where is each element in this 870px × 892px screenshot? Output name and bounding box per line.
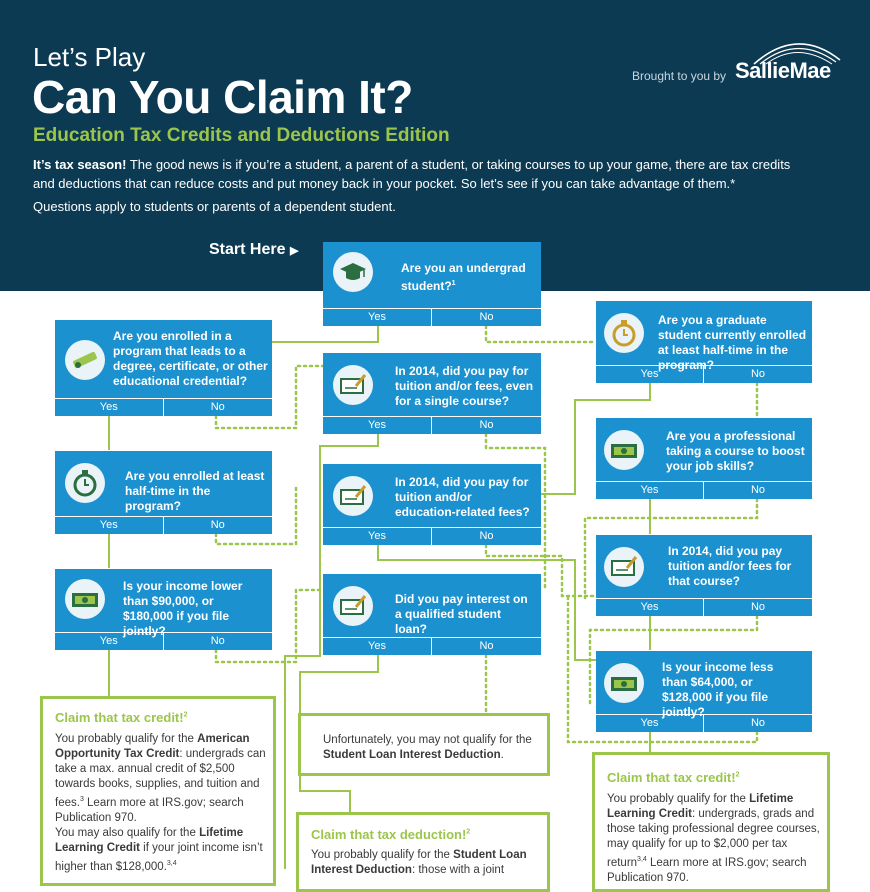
deduction-name: Student Loan Interest Deduction bbox=[311, 849, 527, 876]
yes-button[interactable]: Yes bbox=[55, 399, 164, 416]
answer-american-opportunity-credit bbox=[40, 696, 276, 886]
question-text: In 2014, did you pay for tuition and/or fees, even for a single course? bbox=[395, 364, 534, 408]
question-text: Is your income lower than $90,000, or $180,000 if you file jointly? bbox=[123, 579, 243, 638]
answer-heading: Claim that tax credit! bbox=[55, 710, 184, 725]
footnote-mark: 3,4 bbox=[637, 856, 647, 863]
check-icon bbox=[333, 586, 373, 626]
money-icon bbox=[604, 430, 644, 470]
footnote-mark: 2 bbox=[735, 771, 740, 779]
question-program bbox=[55, 320, 272, 416]
no-button[interactable]: No bbox=[750, 717, 766, 729]
diploma-icon bbox=[65, 340, 105, 380]
text-run: You probably qualify for the bbox=[55, 733, 198, 745]
question-text: In 2014, did you pay for tuition and/or education-related fees? bbox=[395, 475, 530, 519]
money-icon bbox=[65, 579, 105, 619]
credit-name: Lifetime Learning Credit bbox=[607, 793, 794, 820]
text-run: Unfortunately, you may not qualify for the bbox=[323, 734, 532, 746]
question-graduate bbox=[596, 301, 812, 383]
stopwatch-icon bbox=[65, 463, 105, 503]
question-text: Is your income less than $64,000, or $128,000 if you file jointly? bbox=[662, 660, 774, 719]
question-text: Are you enrolled in a program that leads to a degree, certificate, or other educational credential? bbox=[113, 329, 268, 388]
check-icon bbox=[333, 365, 373, 405]
text-run: : those with a joint bbox=[411, 864, 505, 876]
no-button[interactable]: No bbox=[210, 635, 225, 647]
text-run: if your joint income isn’t higher than $128,000. bbox=[55, 842, 263, 873]
yes-button[interactable]: Yes bbox=[323, 309, 432, 326]
graduation-cap-icon bbox=[333, 252, 373, 292]
yes-button[interactable]: Yes bbox=[323, 528, 432, 545]
answer-no-qualify bbox=[298, 713, 550, 776]
footnote-mark: 3,4 bbox=[166, 860, 177, 867]
text-run: . bbox=[500, 749, 504, 761]
question-2014-education bbox=[323, 464, 541, 545]
no-button[interactable]: No bbox=[479, 640, 494, 652]
page-title: Can You Claim It? bbox=[32, 71, 413, 123]
answer-heading: Claim that tax deduction! bbox=[311, 827, 467, 842]
answer-paragraph bbox=[55, 826, 269, 875]
question-text: In 2014, did you pay tuition and/or fees for that course? bbox=[668, 544, 792, 588]
footnote-mark: 2 bbox=[466, 828, 471, 836]
question-income-64k bbox=[596, 651, 812, 732]
credit-name: Lifetime Learning Credit bbox=[55, 827, 244, 854]
no-button[interactable]: No bbox=[479, 530, 494, 542]
answer-paragraph bbox=[311, 848, 541, 878]
yes-button[interactable]: Yes bbox=[596, 599, 704, 616]
title-small: Let’s Play bbox=[33, 42, 146, 72]
yes-button[interactable]: Yes bbox=[596, 482, 704, 499]
question-2014-course bbox=[596, 535, 812, 616]
question-2014-tuition bbox=[323, 353, 541, 434]
start-here-text: Start Here bbox=[209, 241, 286, 258]
yes-button[interactable]: Yes bbox=[55, 517, 164, 534]
yes-button[interactable]: Yes bbox=[596, 366, 704, 383]
no-button[interactable]: No bbox=[750, 484, 766, 496]
yes-button[interactable]: Yes bbox=[323, 638, 432, 655]
answer-paragraph bbox=[323, 733, 535, 763]
text-run: Learn more at IRS.gov; search Publication 970. bbox=[607, 856, 807, 884]
question-text: Did you pay interest on a qualified student loan? bbox=[395, 592, 528, 636]
question-student-loan-interest bbox=[323, 574, 541, 655]
salliemae-logo: SallieMae bbox=[735, 58, 831, 83]
question-text: Are you an undergrad student? bbox=[401, 261, 526, 293]
text-run: : undergrads, grads and those taking professional degree courses, may qualify for up to $2,000 per tax return bbox=[607, 808, 820, 869]
text-run: You may also qualify for the bbox=[55, 827, 200, 839]
yes-button[interactable]: Yes bbox=[55, 633, 164, 650]
no-button[interactable]: No bbox=[210, 519, 225, 531]
check-icon bbox=[604, 547, 644, 587]
text-run: : undergrads can take a max. annual credit of $2,500 towards books, supplies, and tuition and fees. bbox=[55, 748, 266, 809]
no-button[interactable]: No bbox=[479, 311, 494, 323]
footnote-mark: 2 bbox=[183, 711, 188, 719]
deduction-name: Student Loan Interest Deduction bbox=[323, 749, 501, 761]
question-text: Are you a professional taking a course to boost your job skills? bbox=[666, 429, 805, 473]
page-subtitle: Education Tax Credits and Deductions Edition bbox=[33, 125, 450, 146]
answer-student-loan-deduction bbox=[296, 812, 550, 892]
question-income-90k bbox=[55, 569, 272, 650]
text-run: You probably qualify for the bbox=[607, 793, 750, 805]
intro-bold: It’s tax season! bbox=[33, 157, 127, 172]
text-run: Learn more at IRS.gov; search Publication 970. bbox=[55, 796, 244, 824]
no-button[interactable]: No bbox=[750, 601, 766, 613]
footnote-mark: 3 bbox=[79, 796, 84, 803]
question-undergrad bbox=[323, 242, 541, 326]
yes-button[interactable]: Yes bbox=[323, 417, 432, 434]
intro-rest: The good news is if you’re a student, a parent of a student, or taking courses to up your game, there are tax credits and deductions that can reduce costs and put money back in your pocket. So let’s see if you can take advantage of them.* bbox=[33, 157, 791, 191]
play-arrow-icon: ▶ bbox=[289, 245, 299, 257]
no-button[interactable]: No bbox=[750, 368, 766, 380]
questions-note: Questions apply to students or parents of a dependent student. bbox=[33, 199, 396, 214]
text-run: You probably qualify for the bbox=[311, 849, 454, 861]
credit-name: American Opportunity Tax Credit bbox=[55, 733, 250, 760]
answer-paragraph bbox=[55, 732, 269, 826]
check-icon bbox=[333, 476, 373, 516]
answer-lifetime-learning-credit bbox=[592, 752, 830, 892]
answer-paragraph bbox=[607, 792, 823, 886]
question-text: Are you a graduate student currently enrolled at least half-time in the program? bbox=[658, 313, 807, 372]
answer-heading: Claim that tax credit! bbox=[607, 770, 736, 785]
question-halftime bbox=[55, 451, 272, 534]
money-icon bbox=[604, 663, 644, 703]
brought-by-text: Brought to you by bbox=[632, 69, 727, 83]
question-professional bbox=[596, 418, 812, 499]
no-button[interactable]: No bbox=[479, 419, 494, 431]
yes-button[interactable]: Yes bbox=[596, 715, 704, 732]
footnote-mark: 1 bbox=[451, 280, 456, 287]
stopwatch-icon bbox=[604, 313, 644, 353]
no-button[interactable]: No bbox=[210, 401, 225, 413]
question-text: Are you enrolled at least half-time in the program? bbox=[125, 469, 265, 513]
